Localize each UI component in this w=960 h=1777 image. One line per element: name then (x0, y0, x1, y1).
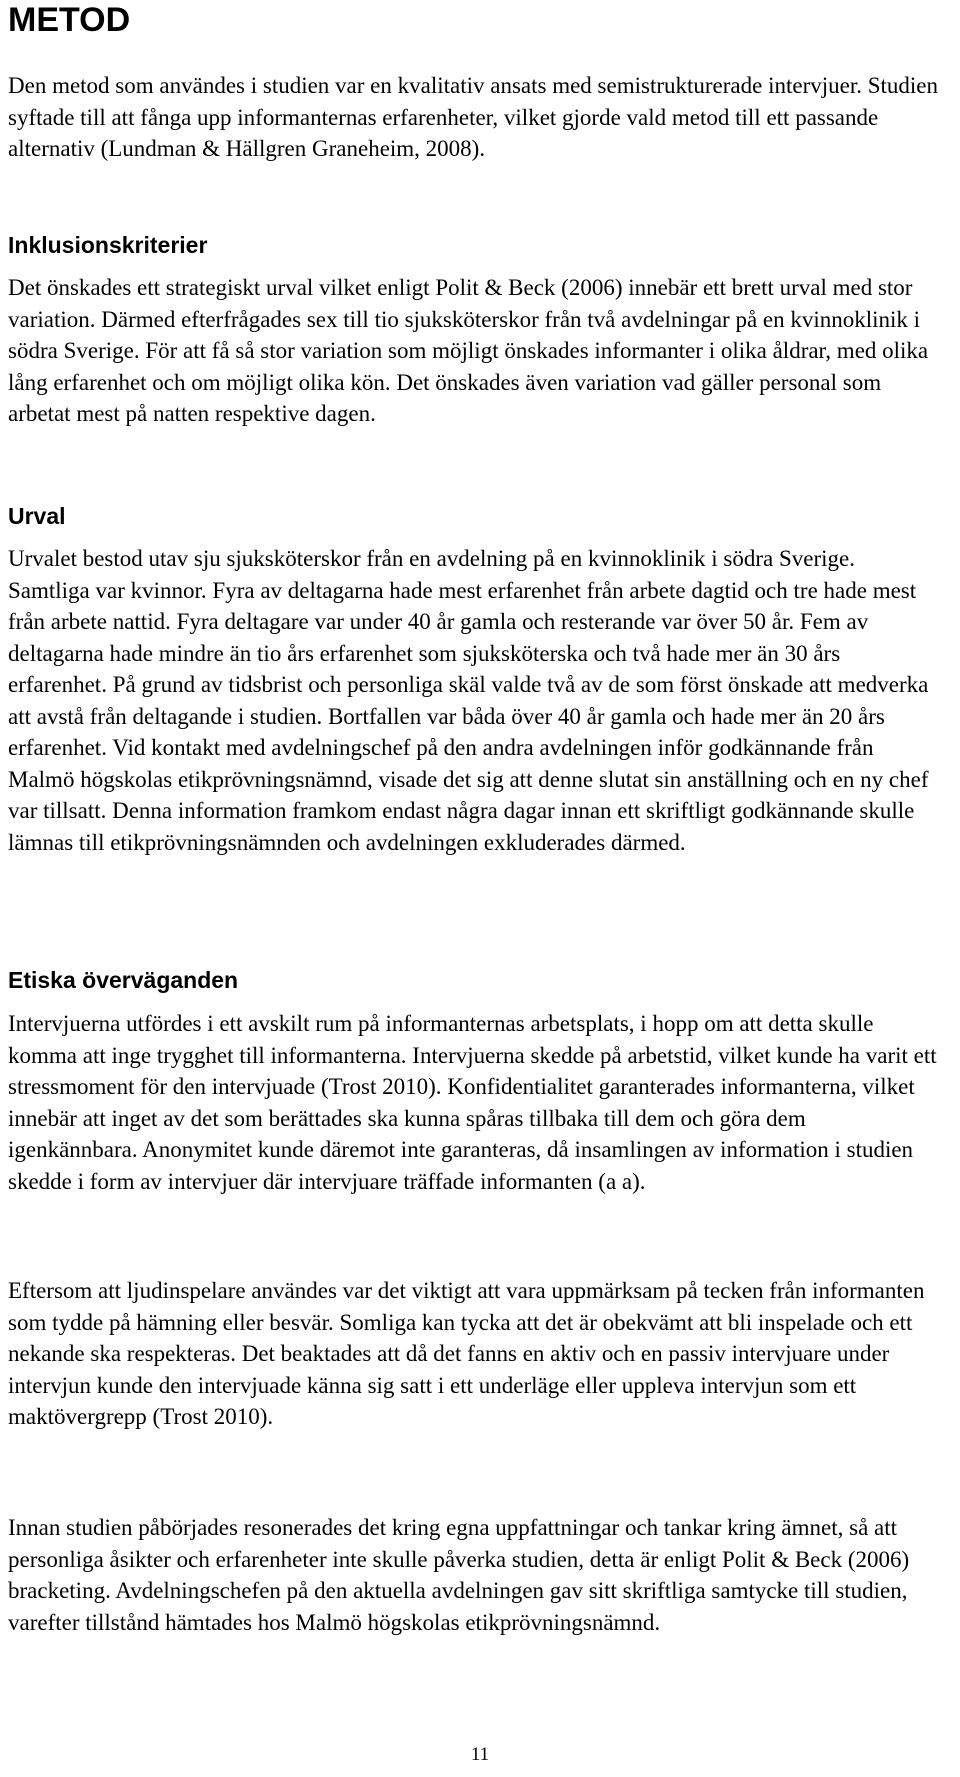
paragraph-etiska-1: Intervjuerna utfördes i ett avskilt rum på informanternas arbetsplats, i hopp om att detta skulle komma att inge trygghet till informanterna. Intervjuerna skedde på arbetstid, vilket kunde ha varit ett stressmoment för den intervjuade (Trost 2010). Konfidentialitet garanterades informanterna, vilket innebär att inget av det som berättades ska kunna spåras tillbaka till dem och göra dem igenkännbara. Anonymitet kunde däremot inte garanteras, då insamlingen av information i studien skedde i form av intervjuer där intervjuare träffade informanten (a a). (8, 1011, 937, 1194)
paragraph-urval: Urvalet bestod utav sju sjuksköterskor från en avdelning på en kvinnoklinik i södra Sverige. Samtliga var kvinnor. Fyra av deltagarna hade mest erfarenhet från arbete dagtid och tre hade mest från arbete nattid. Fyra deltagare var under 40 år gamla och resterande var över 50 år. Fem av deltagarna hade mindre än tio års erfarenhet som sjuksköterska och två hade mer än 30 års erfarenhet. På grund av tidsbrist och personliga skäl valde två av de som först önskade att medverka att avstå från deltagande i studien. Bortfallen var båda över 40 år gamla och hade mer än 20 års erfarenhet. Vid kontakt med avdelningschef på den andra avdelningen inför godkännande från Malmö högskolas etikprövningsnämnd, visade det sig att denne slutat sin anställning och en ny chef var tillsatt. Denna information framkom endast några dagar innan ett skriftligt godkännande skulle lämnas till etikprövningsnämnden och avdelningen exkluderades därmed. (8, 546, 929, 855)
section-heading-metod: METOD (8, 1, 131, 39)
section-heading-etiska: Etiska överväganden (8, 967, 239, 993)
section-heading-urval: Urval (8, 503, 66, 529)
section-heading-inklusionskriterier: Inklusionskriterier (8, 232, 208, 258)
page-number: 11 (470, 1744, 490, 1765)
paragraph-etiska-2: Eftersom att ljudinspelare användes var det viktigt att vara uppmärksam på tecken från informanten som tydde på hämning eller besvär. Somliga kan tycka att det är obekvämt att bli inspelade och ett nekande ska respekteras. Det beaktades att då det fanns en aktiv och en passiv intervjuare under intervjun kunde den intervjuade känna sig satt i ett underläge eller uppleva intervjun som ett maktövergrepp (Trost 2010). (8, 1278, 925, 1429)
paragraph-metod: Den metod som användes i studien var en kvalitativ ansats med semistrukturerade intervjuer. Studien syftade till att fånga upp informanternas erfarenheter, vilket gjorde vald metod till ett passande alternativ (Lundman & Hällgren Graneheim, 2008). (8, 73, 938, 161)
paragraph-etiska-3: Innan studien påbörjades resonerades det kring egna uppfattningar och tankar kring ämnet, så att personliga åsikter och erfarenheter inte skulle påverka studien, detta är enligt Polit & Beck (2006) bracketing. Avdelningschefen på den aktuella avdelningen gav sitt skriftliga samtycke till studien, varefter tillstånd hämtades hos Malmö högskolas etikprövningsnämnd. (8, 1515, 910, 1635)
paragraph-inklusionskriterier: Det önskades ett strategiskt urval vilket enligt Polit & Beck (2006) innebär ett brett urval med stor variation. Därmed efterfrågades sex till tio sjuksköterskor från två avdelningar på en kvinnoklinik i södra Sverige. För att få så stor variation som möjligt önskades informanter i olika åldrar, med olika lång erfarenhet och om möjligt olika kön. Det önskades även variation vad gäller personal som arbetat mest på natten respektive dagen. (8, 275, 929, 426)
